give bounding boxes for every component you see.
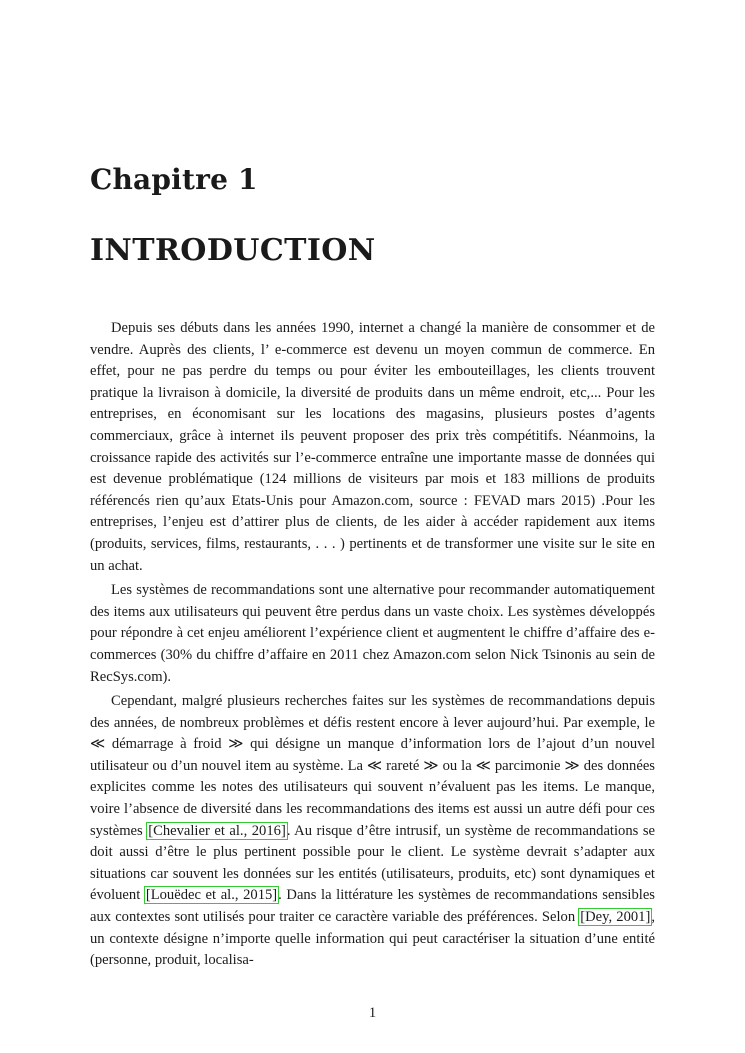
- chapter-title: INTRODUCTION: [90, 233, 376, 268]
- body-text: [90, 318, 655, 975]
- paragraph-2: Les systèmes de recommandations sont une alternative pour recommander automatiquement des items aux utilisateurs qui peuvent être perdus dans un vaste choix. Les systèmes développés pour répondre à cet enjeu améliorent l’expérience client et augmentent le chiffre d’affaire des e-commerces (30% du chiffre d’affaire en 2011 chez Amazon.com selon Nick Tsinonis au sein de RecSys.com).: [90, 582, 655, 685]
- paragraph-1: Depuis ses débuts dans les années 1990, internet a changé la manière de consommer et de vendre. Auprès des clients, l’ e-commerce est devenu un moyen commun de commerce. En effet, pour ne pas perdre du temps ou pour éviter les embouteillages, les clients trouvent pratique la livraison à domicile, la diversité de produits dans un même endroit, etc,... Pour les entreprises, en économisant sur les locations des magasins, plusieurs postes d’agents commerciaux, grâce à internet ils peuvent proposer des prix très compétitifs. Néanmoins, la croissance rapide des activités sur l’e-commerce entraîne une importante masse de données qui est devenue problématique (124 millions de visiteurs par mois et 183 millions de produits référencés rien qu’aux Etats-Unis pour Amazon.com, source : FEVAD mars 2015) .Pour les entreprises, l’enjeu est d’attirer plus de clients, de les aider à accéder rapidement aux items (produits, services, films, restaurants, . . . ) pertinents et de transformer une visite sur le site en un achat.: [90, 320, 655, 574]
- paragraph-3: [90, 691, 655, 972]
- citation-link-chevalier[interactable]: [Chevalier et al., 2016]: [148, 822, 286, 839]
- page-number: 1: [368, 1005, 377, 1021]
- paragraph-3-text-b: . Au risque d’être intrusif, un système de recommandations se doit aussi d’être le plus pertinent possible pour le client. Le système devrait s’adapter aux situations car souvent les données sur les entités (utilisateurs, produits, etc) sont dynamiques et évoluent: [90, 822, 655, 904]
- chapter-label: Chapitre 1: [90, 163, 258, 196]
- paragraph-3-text-a: Cependant, malgré plusieurs recherches faites sur les systèmes de recommandations depuis des années, de nombreux problèmes et défis restent encore à lever aujourd’hui. Par exemple, le ≪ démarrage à froid ≫ qui désigne un manque d’information lors de l’ajout d’un nouvel utilisateur ou d’un nouvel item au système. La ≪ rareté ≫ ou la ≪ parcimonie ≫ des données explicites comme les notes des utilisateurs qui souvent n’évaluent pas les items. Le manque, voire l’absence de diversité dans les recommandations des items est aussi un autre défi pour ces systèmes: [90, 693, 655, 839]
- paragraph-3-text-d: , un contexte désigne n’importe quelle information qui peut caractériser la situation d’une entité (personne, produit, localisa-: [90, 909, 655, 969]
- citation-link-dey[interactable]: [Dey, 2001]: [580, 909, 651, 926]
- paragraph-3-text-c: . Dans la littérature les systèmes de recommandations sensibles aux contextes sont utilisés pour traiter ce caractère variable des préférences. Selon: [90, 887, 655, 926]
- citation-link-louedec[interactable]: [Louëdec et al., 2015]: [145, 887, 278, 904]
